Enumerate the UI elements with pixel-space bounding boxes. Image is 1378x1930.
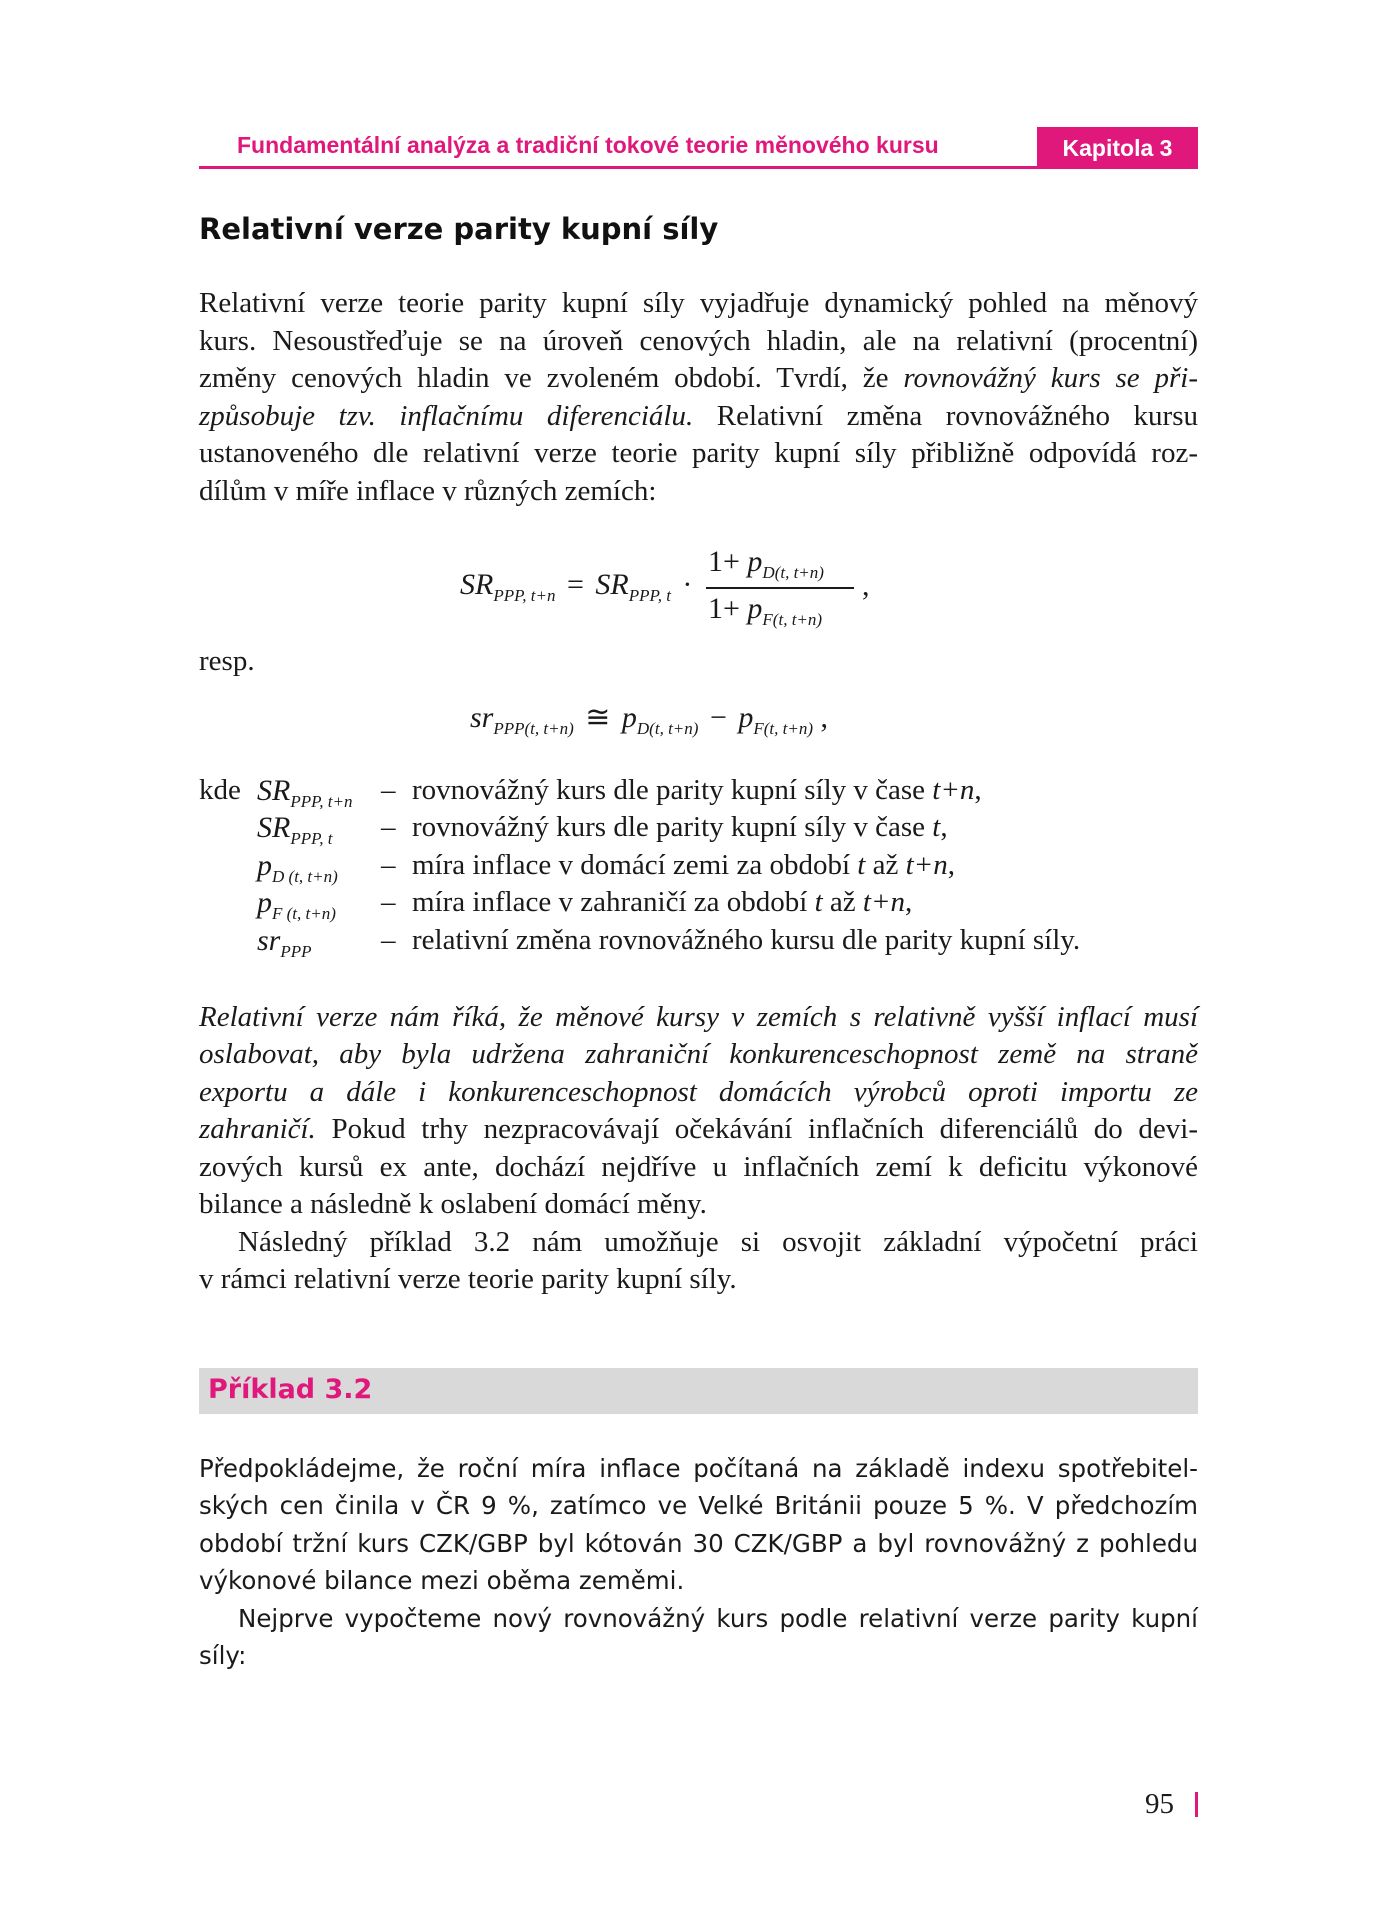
definition-text: [412, 886, 912, 919]
symbol: p: [747, 592, 763, 625]
text-line: oslabovat, aby byla udržena zahraniční konkurenceschopnost země na straně: [199, 1038, 1198, 1070]
fraction-bar: [706, 587, 854, 589]
definition-row: [199, 849, 1199, 887]
subscript: D(t, t+n): [762, 563, 824, 582]
formula-lhs: [460, 568, 693, 605]
text-line: Nejprve vypočteme nový rovnovážný kurs podle relativní verze parity kupní: [238, 1604, 1198, 1633]
section-heading: Relativní verze parity kupní síly: [199, 212, 719, 246]
subscript: F(t, t+n): [762, 610, 823, 629]
italic-run: způsobuje tzv. inflačnímu diferenciálu.: [199, 400, 694, 432]
multiply-dot: ·: [682, 568, 693, 601]
subscript: PPP, t+n: [290, 792, 353, 811]
text-line: síly:: [199, 1641, 247, 1670]
symbol: SR: [595, 568, 629, 601]
chapter-badge: Kapitola 3: [1037, 127, 1198, 169]
page-number-mark: [1195, 1792, 1198, 1817]
subscript: PPP, t+n: [493, 586, 556, 605]
italic-run: t: [932, 811, 941, 843]
text-run: rovnovážný kurs dle parity kupní síly v čase: [412, 774, 933, 806]
definition-row: [199, 811, 1199, 849]
definition-row: [199, 886, 1199, 924]
definition-symbol: [257, 924, 312, 961]
dash: –: [381, 849, 396, 881]
header-rule: [199, 166, 1198, 169]
text-run: míra inflace v zahraničí za období: [412, 886, 815, 918]
symbol: SR: [257, 811, 291, 844]
text-line: bilance a následně k oslabení domácí měny.: [199, 1188, 707, 1220]
subscript: D (t, t+n): [272, 867, 338, 886]
symbol: sr: [470, 701, 494, 734]
symbol: SR: [460, 568, 494, 601]
text-line: v rámci relativní verze teorie parity kupní síly.: [199, 1263, 737, 1295]
equals-sign: =: [566, 568, 584, 601]
symbol: p: [738, 701, 754, 734]
text-line: dílům v míře inflace v různých zemích:: [199, 475, 657, 507]
text-line: Předpokládejme, že roční míra inflace počítaná na základě indexu spotřebitel-: [199, 1454, 1198, 1483]
subscript: PPP, t: [628, 586, 671, 605]
text-run: 1+: [708, 592, 748, 625]
text-run: Pokud trhy nezpracovávají očekávání inflačních diferenciálů do devi-: [315, 1113, 1198, 1145]
text-line: ských cen činila v ČR 9 %, zatímco ve Velké Británii pouze 5 %. V předchozím: [199, 1491, 1198, 1520]
dash: –: [381, 924, 396, 956]
fraction-denominator: [708, 592, 823, 629]
symbol: SR: [257, 774, 291, 807]
definition-text: [412, 924, 1080, 957]
definition-symbol: [257, 811, 333, 848]
symbol: p: [257, 886, 272, 919]
fraction-numerator: [708, 545, 824, 582]
subscript: PPP, t: [290, 829, 333, 848]
text-line: [199, 362, 1198, 400]
kde-label: kde: [199, 774, 241, 806]
text-run: ,: [940, 811, 948, 843]
text-line: Relativní verze nám říká, že měnové kursy v zemích s relativně vyšší inflací musí: [199, 1001, 1198, 1033]
text-line: Následný příklad 3.2 nám umožňuje si osvojit základní výpočetní práci: [238, 1226, 1198, 1258]
italic-run: t+n: [932, 774, 975, 806]
definition-symbol: [257, 886, 336, 923]
italic-run: t: [857, 849, 866, 881]
symbol: p: [747, 545, 763, 578]
subscript: PPP: [280, 942, 312, 961]
italic-run: t: [814, 886, 823, 918]
text-line: [199, 400, 1198, 438]
definition-row: [199, 924, 1199, 962]
formula-comma: ,: [820, 701, 828, 734]
text-line: kurs. Nesoustřeďuje se na úroveň cenových hladin, ale na relativní (procentní): [199, 325, 1198, 357]
definition-text: [412, 849, 955, 882]
text-line: období tržní kurs CZK/GBP byl kótován 30 CZK/GBP a byl rovnovážný z pohledu: [199, 1529, 1198, 1558]
running-header-title: Fundamentální analýza a tradiční tokové teorie měnového kursu: [237, 132, 939, 158]
dash: –: [381, 774, 396, 806]
text-run: ,: [947, 849, 955, 881]
text-run: ,: [905, 886, 913, 918]
text-run: rovnovážný kurs dle parity kupní síly v čase: [412, 811, 933, 843]
formula-comma: ,: [862, 569, 870, 602]
dash: –: [381, 811, 396, 843]
symbol: sr: [257, 924, 281, 957]
symbol: p: [621, 701, 637, 734]
text-line: [199, 1113, 1198, 1151]
subscript: F(t, t+n): [753, 719, 813, 738]
text-run: 1+: [708, 545, 748, 578]
subscript: F (t, t+n): [272, 904, 336, 923]
minus-sign: −: [709, 701, 727, 734]
italic-run: t+n: [862, 886, 906, 918]
subscript: PPP(t, t+n): [493, 719, 574, 738]
resp-label: resp.: [199, 645, 255, 677]
text-run: míra inflace v domácí zemi za období: [412, 849, 858, 881]
dash: –: [381, 886, 396, 918]
italic-run: rovnovážný kurs se při-: [903, 362, 1198, 394]
approx-sign: ≅: [585, 701, 611, 734]
definition-symbol: [257, 774, 353, 811]
text-run: Relativní změna rovnovážného kursu: [693, 400, 1198, 432]
page-number: 95: [1145, 1788, 1174, 1820]
text-line: výkonové bilance mezi oběma zeměmi.: [199, 1566, 685, 1595]
definition-row: [199, 774, 1199, 812]
example-title: Příklad 3.2: [208, 1374, 373, 1405]
text-run: změny cenových hladin ve zvoleném období. Tvrdí, že: [199, 362, 904, 394]
text-line: Relativní verze teorie parity kupní síly vyjadřuje dynamický pohled na měnový: [199, 287, 1198, 319]
italic-run: t+n: [905, 849, 948, 881]
formula-2: [470, 700, 828, 738]
definition-text: [412, 774, 982, 807]
definition-text: [412, 811, 948, 844]
definition-symbol: [257, 849, 338, 886]
text-run: až: [822, 886, 863, 918]
text-run: až: [865, 849, 906, 881]
text-line: exportu a dále i konkurenceschopnost domácích výrobců oproti importu ze: [199, 1076, 1198, 1108]
subscript: D(t, t+n): [636, 719, 699, 738]
symbol: p: [257, 849, 272, 882]
text-line: zových kursů ex ante, dochází nejdříve u inflačních zemí k deficitu výkonové: [199, 1151, 1198, 1183]
italic-run: zahraničí.: [199, 1113, 316, 1145]
text-line: ustanoveného dle relativní verze teorie parity kupní síly přibližně odpovídá roz-: [199, 437, 1198, 469]
text-run: ,: [974, 774, 982, 806]
text-run: relativní změna rovnovážného kursu dle parity kupní síly.: [412, 924, 1081, 956]
